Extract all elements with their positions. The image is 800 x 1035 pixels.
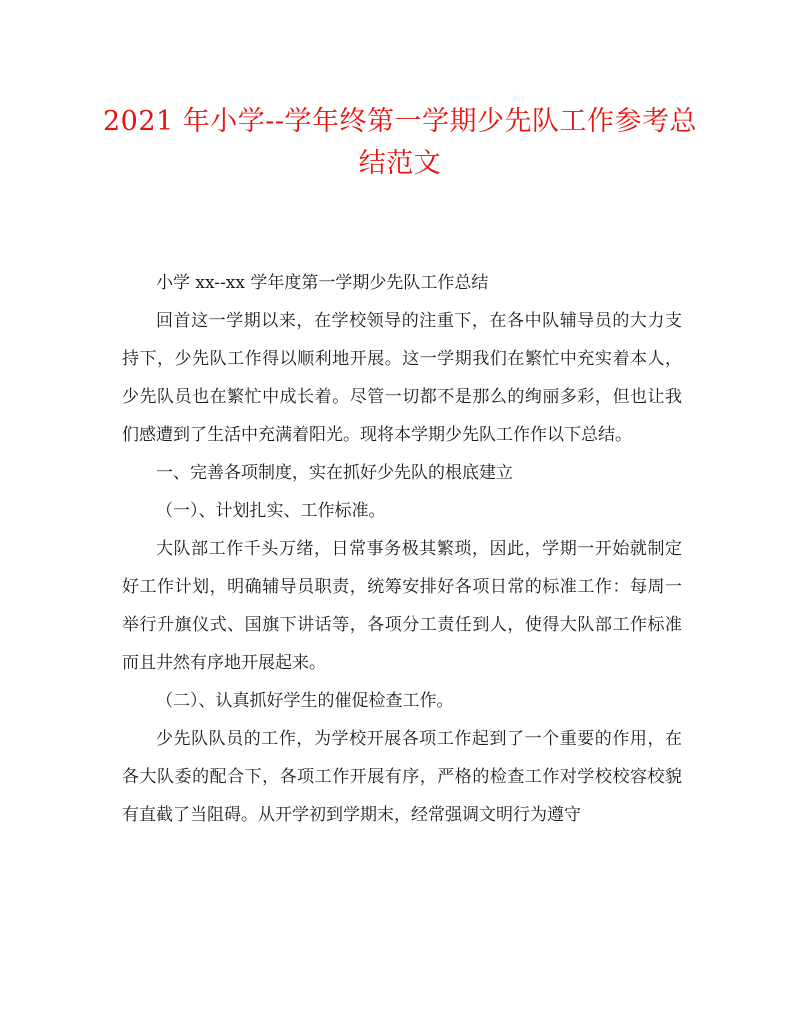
subsection-heading-2: （二）、认真抓好学生的催促检查工作。 [156,691,454,711]
document-title-line-1: 2021 年小学--学年终第一学期少先队工作参考总 [102,106,698,137]
section-heading-1: 一、完善各项制度，实在抓好少先队的根底建立 [156,463,513,483]
document-subtitle: 小学 xx--xx 学年度第一学期少先队工作总结 [156,273,489,293]
subsection-heading-1: （一）、计划扎实、工作标准。 [156,501,386,521]
paragraph-inspection: 少先队队员的工作，为学校开展各项工作起到了一个重要的作用，在各大队委的配合下，各项工作开展有序，严格的检查工作对学校校容校貌有直截了当阻碍。从开学初到学期末，经常强调文明行为遵守 [122,729,682,825]
paragraph-plan: 大队部工作千头万绪，日常事务极其繁琐，因此，学期一开始就制定好工作计划，明确辅导员职责，统筹安排好各项日常的标准工作：每周一举行升旗仪式、国旗下讲话等，各项分工责任到人，使得大队部工作标准而且井然有序地开展起来。 [122,539,682,673]
document-title-line-2: 结范文 [358,148,442,179]
paragraph-intro: 回首这一学期以来，在学校领导的注重下，在各中队辅导员的大力支持下，少先队工作得以顺利地开展。这一学期我们在繁忙中充实着本人，少先队员也在繁忙中成长着。尽管一切都不是那么的绚丽多彩，但也让我们感遭到了生活中充满着阳光。现将本学期少先队工作作以下总结。 [122,311,682,445]
document-body [122,264,682,834]
